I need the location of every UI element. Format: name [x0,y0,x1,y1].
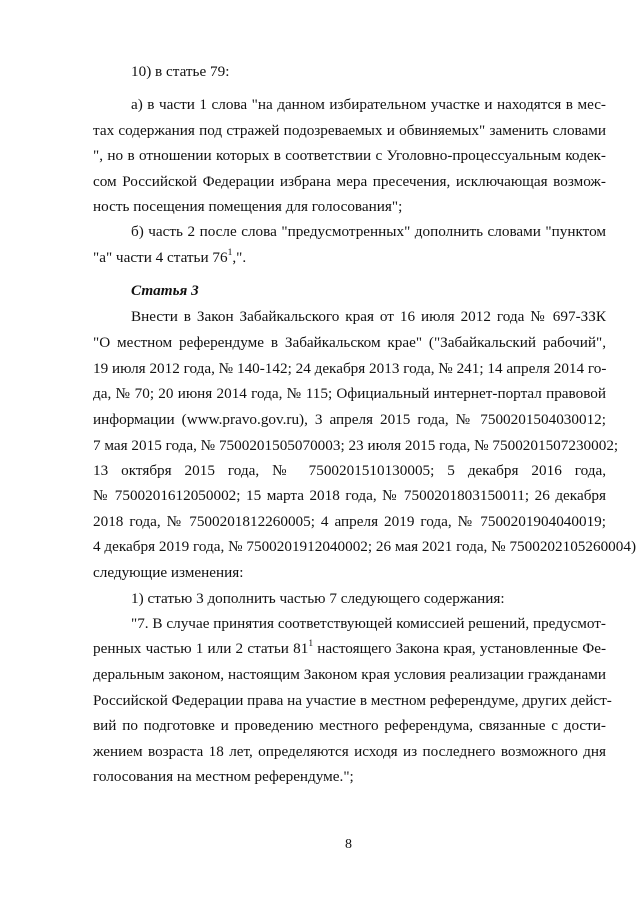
text-segment: ренных частью 1 или 2 статьи 81 [93,640,309,657]
page-number: 8 [345,837,352,852]
text-segment: ,". [232,249,247,266]
text-line: Внести в Закон Забайкальского края от 16 июля 2012 года № 697-ЗЗК [131,308,606,325]
text-line: информации (www.pravo.gov.ru), 3 апреля 2015 года, № 7500201504030012; [93,411,606,428]
text-line: 2018 года, № 7500201812260005; 4 апреля 2019 года, № 7500201904040019; [93,513,606,530]
text-line: 4 декабря 2019 года, № 7500201912040002; 26 мая 2021 года, № 7500202105260004) [93,538,636,555]
text-line: "О местном референдуме в Забайкальском крае" ("Забайкальский рабочий", [93,334,606,351]
text-line: 19 июля 2012 года, № 140-142; 24 декабря 2013 года, № 241; 14 апреля 2014 го- [93,360,607,377]
text-line: вий по подготовке и проведению местного референдума, связанные с дости- [93,717,606,734]
text-line: б) часть 2 после слова "предусмотренных" дополнить словами "пунктом [131,223,606,240]
text-line: 1) статью 3 дополнить частью 7 следующего содержания: [131,590,505,607]
text-line: тах содержания под стражей подозреваемых и обвиняемых" заменить словами [93,122,606,139]
text-line: ", но в отношении которых в соответствии с Уголовно-процессуальным кодек- [93,147,606,164]
text-line: 10) в статье 79: [131,63,230,80]
text-line: деральным законом, настоящим Законом края условия реализации гражданами [93,666,606,683]
text-segment: "а" части 4 статьи 76 [93,249,228,266]
text-line: сом Российской Федерации избрана мера пресечения, исключающая возмож- [93,173,606,190]
text-line: а) в части 1 слова "на данном избирательном участке и находятся в мес- [131,96,606,113]
text-line: 13 октября 2015 года, № 7500201510130005; 5 декабря 2016 года, [93,462,606,479]
text-line: голосования на местном референдуме."; [93,768,354,785]
text-line: ность посещения помещения для голосования"; [93,198,403,215]
text-segment: настоящего Закона края, установленные Фе- [313,640,606,657]
text-line: жением возраста 18 лет, определяются исходя из последнего возможного дня [93,743,606,760]
text-line: следующие изменения: [93,564,244,581]
text-line: Российской Федерации права на участие в местном референдуме, других дейст- [93,692,612,709]
text-line: "7. В случае принятия соответствующей комиссией решений, предусмот- [131,615,606,632]
superscript: 1 [227,247,233,258]
text-line [93,639,606,659]
text-line: 7 мая 2015 года, № 7500201505070003; 23 июля 2015 года, № 7500201507230002; [93,437,619,454]
superscript: 1 [308,638,314,649]
text-line: да, № 70; 20 июня 2014 года, № 115; Официальный интернет-портал правовой [93,385,606,402]
text-line [93,248,606,268]
text-line: № 7500201612050002; 15 марта 2018 года, № 7500201803150011; 26 декабря [93,487,606,504]
article-heading: Статья 3 [131,282,199,299]
